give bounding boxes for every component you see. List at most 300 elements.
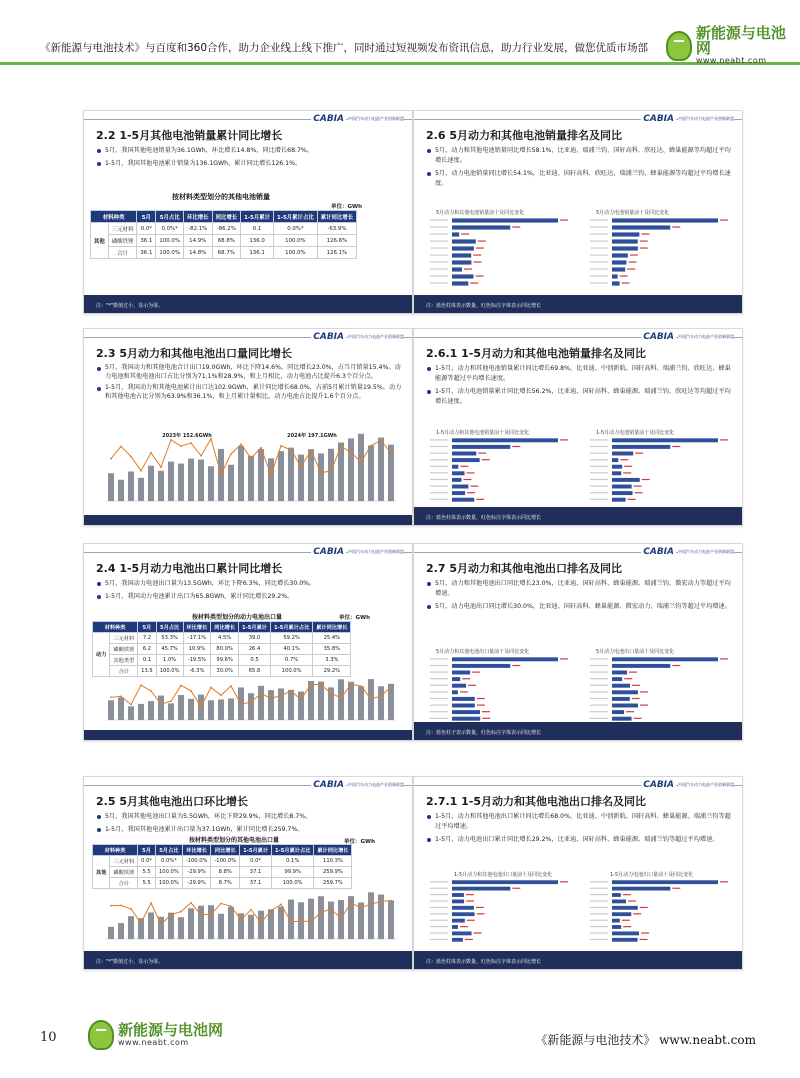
table-cell: 0.0%* [156,223,184,235]
bar [288,448,294,501]
growth-label-placeholder [482,459,490,460]
growth-label-placeholder [634,486,642,487]
slide-2-6 [413,110,743,314]
line-point [320,472,322,474]
growth-label-placeholder [640,691,648,692]
bar [188,459,194,501]
bar [378,438,384,501]
line-point [360,907,362,909]
line-point [250,457,252,459]
table-cell: 136.0 [241,235,274,247]
bar [452,260,471,264]
header-banner: 《新能源与电池技术》与百度和360合作，助力企业线上线下推广，同时通过短视频发布资讯信息，助力行业发展，做您优质市场部 [40,42,649,54]
table-cell: 合计 [110,878,138,889]
company-label-placeholder [590,499,608,500]
company-label-placeholder [590,894,608,895]
cabia-logo: CABIA 中国汽车动力电池产业创新联盟 [643,114,734,124]
bar [388,900,394,939]
table-cell: 26.4 [239,644,271,655]
company-label-placeholder [430,453,448,454]
line-point [370,903,372,905]
line-point [330,692,332,694]
growth-label-placeholder [470,282,478,283]
bar [612,458,618,462]
table-cell: 40.1% [270,644,312,655]
bar [108,473,114,501]
table-cell: 3.3% [313,655,351,666]
bar [218,914,224,939]
line-point [340,445,342,447]
bar [452,458,480,462]
table-cell: 14.8% [183,247,212,259]
line-point [300,920,302,922]
bar [368,892,374,939]
line-point [320,684,322,686]
bar [452,471,465,475]
slide-2-7-1 [413,776,743,970]
bar [612,919,620,923]
company-label-placeholder [590,672,608,673]
growth-label-placeholder [473,261,481,262]
ranking-bar-chart [422,437,572,503]
slide-2-3 [83,328,413,526]
bar [268,690,274,720]
table-cell: 0.1 [138,655,157,666]
slide-2-6-1 [413,328,743,526]
bar [612,485,632,489]
line-point [110,458,112,460]
table-header-cell: 5月 [137,211,156,223]
table-cell: 0.0* [240,856,272,867]
line-point [370,698,372,700]
bar [208,466,214,501]
growth-label-placeholder [620,459,628,460]
bullet: 1-5月，我国其他电池累计出口量为37.1GWh，累计同比增长259.7%。 [96,825,402,835]
bar [278,688,284,720]
growth-label-placeholder [642,479,650,480]
line-point [270,910,272,912]
bar [178,464,184,501]
growth-label-placeholder [630,254,638,255]
bullet: 5月，我国动力和其他电池合计出口19.0GWh，环比下降14.6%，同比增长23.0%，占当月销量15.4%。动力电池和其他电池出口占比分别为71.1%和28.9%，和上月相比，动力电池占比提升6.3个百分点。 [96,364,402,381]
bullet: 5月，动力电池出口同比增长30.0%，比亚迪、国轩高科、蜂巢能源、微宏动力、瑞浦兰钧等超过平均增速。 [426,602,732,612]
table-group-cell: 动力 [93,633,110,677]
company-label-placeholder [590,439,608,440]
bar [278,907,284,939]
table-cell: -29.9% [182,878,211,889]
bar [452,931,472,935]
company-label-placeholder [430,705,448,706]
bar [228,907,234,939]
table-cell: 36.1 [137,235,156,247]
table-unit: 单位：GWh [344,839,375,845]
growth-label-placeholder [672,446,680,447]
company-label-placeholder [430,233,448,234]
line-point [360,685,362,687]
growth-label-placeholder [466,894,474,895]
slide-title: 2.4 1-5月动力电池出口累计同比增长 [96,562,283,575]
line-point [110,905,112,907]
growth-label-placeholder [472,672,480,673]
bar [452,225,510,229]
company-label-placeholder [430,479,448,480]
cabia-logo: CABIA 中国汽车动力电池产业创新联盟 [643,547,734,557]
company-label-placeholder [590,685,608,686]
page-header [0,0,800,65]
bar [228,698,234,720]
table-header-cell: 5月占比 [156,622,183,633]
table-cell: 8.8% [211,867,240,878]
bar [612,491,633,495]
bar [612,684,630,688]
bar [328,449,334,501]
bar [452,717,480,721]
growth-label-placeholder [632,685,640,686]
bar [108,700,114,720]
table-cell: 0.7% [270,655,312,666]
bullet: 5月，我国动力电池出口量为13.5GWh，环比下降6.3%，同比增长30.0%。 [96,579,402,589]
line-point [280,695,282,697]
line-point [180,685,182,687]
line-point [130,908,132,910]
table-row [93,867,352,878]
company-label-placeholder [430,711,448,712]
growth-label-placeholder [640,247,648,248]
bar [452,893,464,897]
growth-label-placeholder [672,226,680,227]
slide-title: 2.2 1-5月其他电池销量累计同比增长 [96,129,283,142]
growth-label-placeholder [460,466,468,467]
table-cell: 100.0% [274,235,318,247]
table-cell: 其他类型 [110,655,138,666]
line-point [270,474,272,476]
table-title: 按材料类型划分的其他电池销量 [172,193,270,201]
cabia-logo: CABIA 中国汽车动力电池产业创新联盟 [313,780,404,790]
company-label-placeholder [430,219,448,220]
company-label-placeholder [430,226,448,227]
bar [278,451,284,501]
chart-title: 5月动力和其他电池出口量前十及同比变化 [436,649,530,655]
ranking-bar-chart [422,656,572,722]
company-label-placeholder [590,219,608,220]
data-table [90,210,357,259]
table-header-cell: 1-5月累计 [239,622,271,633]
bar [452,677,460,681]
chart-title: 1-5月动力和其他电池出口量前十及同比变化 [454,872,553,878]
growth-label-placeholder [466,900,474,901]
bar [128,706,134,720]
table-cell: 5.5 [138,867,156,878]
bar [452,445,510,449]
growth-label-placeholder [474,932,482,933]
line-point [350,902,352,904]
table-cell: -86.2% [212,223,241,235]
growth-label-placeholder [482,711,490,712]
line-point [250,701,252,703]
chart-title: 1-5月动力和其他电池销量前十及同比变化 [436,430,530,436]
line-point [260,693,262,695]
company-label-placeholder [590,466,608,467]
bar [452,478,461,482]
bar [198,906,204,939]
table-cell: 100.0% [156,235,184,247]
bar [612,887,670,891]
bar [612,899,626,903]
table-cell: 8.7% [211,878,240,889]
growth-label-placeholder [512,446,520,447]
bar [612,471,621,475]
bullet: 5月，我国其他电池出口量为5.5GWh，环比下降29.9%，同比增长8.7%。 [96,812,402,822]
slide-bullets [426,812,732,848]
chart-annotation: 2023年 152.6GWh [162,433,212,439]
line-point [230,453,232,455]
bar [198,460,204,501]
bar [168,703,174,720]
bullet: 1-5月，动力和其他电池销量累计同比增长69.8%，比亚迪、中创新航、国轩高科、瑞浦兰钧、欣旺达、蜂巢能源等超过平均增长速度。 [426,364,732,384]
growth-label-placeholder [640,705,648,706]
bar [338,679,344,720]
growth-label-placeholder [720,658,728,659]
bar [612,912,631,916]
bar [612,225,670,229]
company-label-placeholder [590,907,608,908]
table-cell: 59.2% [270,633,312,644]
chart-title: 5月动力电池出口量前十及同比变化 [596,649,675,655]
bar [358,434,364,501]
table-cell: 0.5 [239,655,271,666]
bar [612,906,638,910]
table-cell: 磷酸铁锂 [108,235,137,247]
export-combo-chart [92,423,408,511]
bar [178,695,184,720]
bar [452,267,462,271]
slide-title: 2.7.1 1-5月动力和其他电池出口排名及同比 [426,795,647,808]
table-header-cell: 累计同比增长 [313,622,351,633]
table-cell: -17.1% [183,633,211,644]
growth-label-placeholder [623,926,631,927]
table-header-cell: 同比增长 [211,622,239,633]
bar [452,657,558,661]
bar [318,682,324,720]
table-row [93,644,351,655]
table-cell: 14.9% [183,235,212,247]
line-point [300,699,302,701]
line-point [260,447,262,449]
bar [612,281,620,285]
slide-footer-note: 注：蓝色柱体表示数量，红色标注字体表示同比增长 [414,295,742,313]
bar [308,449,314,501]
line-point [230,685,232,687]
table-cell: 合计 [108,247,137,259]
line-point [300,466,302,468]
growth-label-placeholder [473,254,481,255]
bar [188,699,194,720]
company-label-placeholder [430,913,448,914]
line-point [380,695,382,697]
table-cell: 0.1 [241,223,274,235]
bar [108,927,114,939]
table-cell: 0.0%* [156,856,183,867]
growth-label-placeholder [512,665,520,666]
bar [228,465,234,501]
bar [452,438,558,442]
company-label-placeholder [590,275,608,276]
slide-title: 2.3 5月动力和其他电池出口量同比增长 [96,347,292,360]
table-row [93,856,352,867]
table-cell: 110.3% [314,856,352,867]
table-cell: 磷酸铁锂 [110,867,138,878]
company-label-placeholder [430,932,448,933]
growth-label-placeholder [560,881,568,882]
bar [452,452,476,456]
slide-bullets [426,146,732,192]
growth-label-placeholder [477,705,485,706]
growth-label-placeholder [641,932,649,933]
footer-publication-tag: 《新能源与电池技术》 www.neabt.com [535,1033,756,1047]
company-label-placeholder [590,678,608,679]
table-row [93,655,351,666]
bar [348,438,354,501]
table-cell: 1.0% [156,655,183,666]
bar [452,281,468,285]
slide-2-5 [83,776,413,970]
cabia-logo: CABIA 中国汽车动力电池产业创新联盟 [643,780,734,790]
line-point [250,909,252,911]
company-label-placeholder [590,226,608,227]
table-header-cell: 5月 [138,845,156,856]
bar [158,471,164,501]
growth-label-placeholder [624,678,632,679]
export-combo-chart [92,670,408,730]
table-cell: 80.0% [211,644,239,655]
bar [612,253,628,257]
line-point [260,922,262,924]
ranking-bar-chart [422,879,572,943]
table-title: 按材料类型划分的动力电池出口量 [192,614,283,621]
company-label-placeholder [430,888,448,889]
bullet: 5月，动力和其他电池销量同比增长58.1%，比亚迪、瑞浦兰钧、国轩高科、欣旺达、蜂巢能源等均超过平均增长速度。 [426,146,732,166]
bar [452,491,465,495]
company-label-placeholder [430,472,448,473]
bar [308,899,314,939]
bar [452,925,458,929]
bar [612,445,670,449]
line-point [350,452,352,454]
company-label-placeholder [590,247,608,248]
ranking-bar-chart [582,879,732,943]
company-label-placeholder [590,920,608,921]
table-cell: 100.0% [272,878,314,889]
company-label-placeholder [430,665,448,666]
growth-label-placeholder [467,492,475,493]
bullet: 1-5月，动力电池销量累计同比增长56.2%，比亚迪、国轩高科、蜂巢能源、瑞浦兰钧、欣旺达等均超过平均增长速度。 [426,387,732,407]
cabia-logo: CABIA 中国汽车动力电池产业创新联盟 [313,332,404,342]
line-point [160,923,162,925]
slide-footer-bar [84,730,412,740]
line-point [170,700,172,702]
table-header-cell: 材料种类 [91,211,137,223]
growth-label-placeholder [476,247,484,248]
growth-label-placeholder [462,678,470,679]
company-label-placeholder [430,678,448,679]
bar [318,896,324,939]
company-label-placeholder [430,920,448,921]
growth-label-placeholder [634,718,642,719]
chart-annotation: 2024年 197.1GWh [287,433,337,439]
bar [148,466,154,501]
company-label-placeholder [430,939,448,940]
growth-label-placeholder [464,268,472,269]
table-cell: 259.9% [314,867,352,878]
growth-label-placeholder [465,939,473,940]
table-header-cell: 累计同比增长 [314,845,352,856]
growth-label-placeholder [640,939,648,940]
bar [288,900,294,939]
bar [178,917,184,939]
bar [188,908,194,939]
line-point [160,466,162,468]
bar [612,267,625,271]
company-label-placeholder [430,282,448,283]
line-point [390,686,392,688]
slide-title: 2.7 5月动力和其他电池出口排名及同比 [426,562,622,575]
bar [208,905,214,939]
table-cell: -63.9% [317,223,356,235]
company-label-placeholder [430,672,448,673]
slide-bullets [96,146,402,172]
table-cell: 100.0% [270,666,312,677]
line-point [350,683,352,685]
bar [612,218,718,222]
growth-label-placeholder [620,275,628,276]
growth-label-placeholder [560,658,568,659]
bar [452,697,475,701]
slide-bullets [426,579,732,615]
cabia-logo: CABIA 中国汽车动力电池产业创新联盟 [313,547,404,557]
line-point [320,912,322,914]
chart-title: 5月动力和其他电池销量前十及同比变化 [436,210,525,216]
company-label-placeholder [590,472,608,473]
line-point [240,704,242,706]
growth-label-placeholder [477,913,485,914]
bar [452,710,480,714]
table-cell: 136.1 [241,247,274,259]
table-cell: -100.0% [182,856,211,867]
site-logo[interactable] [666,26,800,65]
line-point [190,690,192,692]
line-point [370,445,372,447]
company-label-placeholder [430,268,448,269]
growth-label-placeholder [622,920,630,921]
table-cell: 99.6% [211,655,239,666]
footer-logo[interactable] [88,1020,223,1050]
table-cell: 37.1 [240,867,272,878]
table-row [91,235,357,247]
table-cell: 45.7% [156,644,183,655]
table-header-cell: 材料种类 [93,622,138,633]
logo-brand: 新能源与电池网 [118,1021,224,1039]
bar [612,925,621,929]
bar [612,239,638,243]
logo-brand: 新能源与电池网 [695,24,786,57]
line-point [290,690,292,692]
bar [452,664,510,668]
line-point [340,918,342,920]
cabia-logo: CABIA 中国汽车动力电池产业创新联盟 [643,332,734,342]
company-label-placeholder [590,881,608,882]
growth-label-placeholder [468,685,476,686]
bar [452,246,474,250]
